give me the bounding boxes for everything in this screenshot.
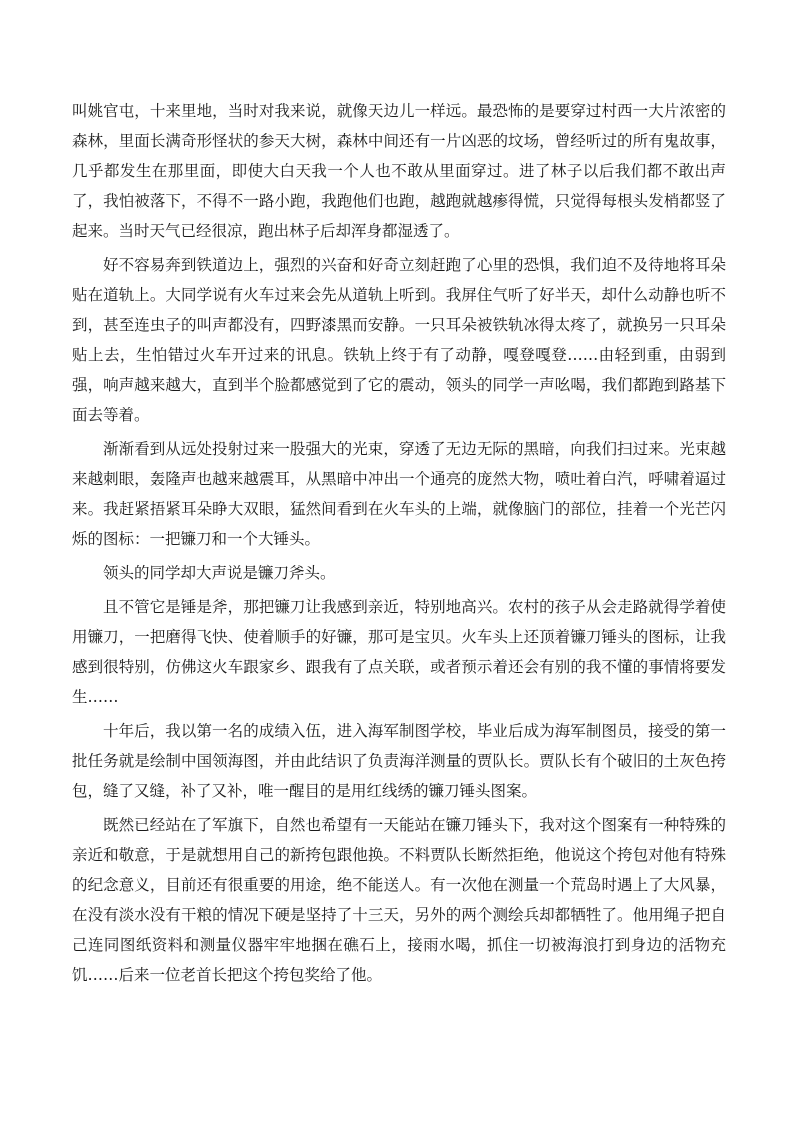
paragraph: 叫姚官屯，十来里地，当时对我来说，就像天边儿一样远。最恐怖的是要穿过村西一大片浓密的森林，里面长满奇形怪状的参天大树，森林中间还有一片凶恶的坟场，曾经听过的所有鬼故事，几乎都发生在那里面，即使大白天我一个人也不敢从里面穿过。进了林子以后我们都不敢出声了，我怕被落下，不得不一路小跑，我跑他们也跑，越跑就越瘆得慌，只觉得每根头发梢都竖了起来。当时天气已经很凉，跑出林子后却浑身都湿透了。 — [72, 102, 726, 240]
paragraph: 且不管它是锤是斧，那把镰刀让我感到亲近，特别地高兴。农村的孩子从会走路就得学着使用镰刀，一把磨得飞快、使着顺手的好镰，那可是宝贝。火车头上还顶着镰刀锤头的图标，让我感到很特别，仿佛这火车跟家乡、跟我有了点关联，或者预示着还会有别的我不懂的事情将要发生…… — [72, 598, 726, 706]
paragraph: 领头的同学却大声说是镰刀斧头。 — [103, 564, 336, 582]
paragraph: 渐渐看到从远处投射过来一股强大的光束，穿透了无边无际的黑暗，向我们扫过来。光束越来越刺眼，轰隆声也越来越震耳，从黑暗中冲出一个通亮的庞然大物，喷吐着白汽，呼啸着逼过来。我赶紧捂紧耳朵睁大双眼，猛然间看到在火车头的上端，就像脑门的部位，挂着一个光芒闪烁的图标：一把镰刀和一个大锤头。 — [72, 440, 726, 548]
paragraph: 好不容易奔到铁道边上，强烈的兴奋和好奇立刻赶跑了心里的恐惧，我们迫不及待地将耳朵贴在道轨上。大同学说有火车过来会先从道轨上听到。我屏住气听了好半天，却什么动静也听不到，甚至连虫子的叫声都没有，四野漆黑而安静。一只耳朵被铁轨冰得太疼了，就换另一只耳朵贴上去，生怕错过火车开过来的讯息。铁轨上终于有了动静，嘎登嘎登……由轻到重，由弱到强，响声越来越大，直到半个脸都感觉到了它的震动，领头的同学一声吆喝，我们都跑到路基下面去等着。 — [72, 256, 726, 424]
paragraph: 既然已经站在了军旗下，自然也希望有一天能站在镰刀锤头下，我对这个图案有一种特殊的亲近和敬意，于是就想用自己的新挎包跟他换。不料贾队长断然拒绝，他说这个挎包对他有特殊的纪念意义，目前还有很重要的用途，绝不能送人。有一次他在测量一个荒岛时遇上了大风暴，在没有淡水没有干粮的情况下硬是坚持了十三天，另外的两个测绘兵却都牺牲了。他用绳子把自己连同图纸资料和测量仪器牢牢地捆在礁石上，接雨水喝，抓住一切被海浪打到身边的活物充饥……后来一位老首长把这个挎包奖给了他。 — [72, 816, 726, 984]
document-page — [72, 96, 726, 994]
paragraph: 十年后，我以第一名的成绩入伍，进入海军制图学校，毕业后成为海军制图员，接受的第一批任务就是绘制中国领海图，并由此结识了负责海洋测量的贾队长。贾队长有个破旧的土灰色挎包，缝了又缝，补了又补，唯一醒目的是用红线绣的镰刀锤头图案。 — [72, 722, 726, 800]
